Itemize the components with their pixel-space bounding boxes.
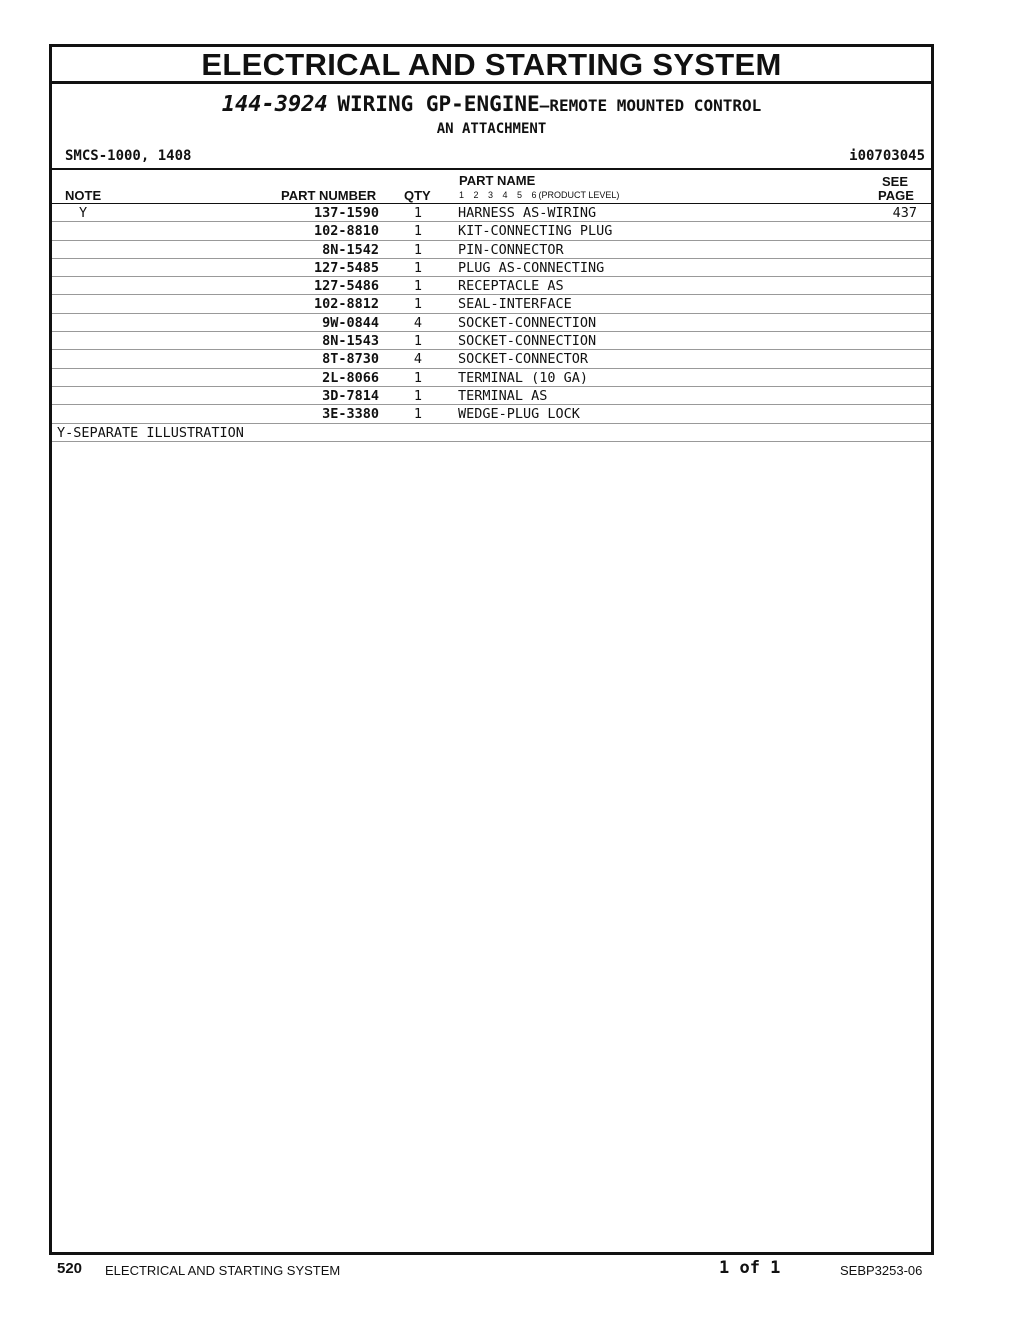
group-name: WIRING GP-ENGINE (337, 92, 540, 116)
col-header-page: PAGE (878, 188, 914, 203)
table-row (52, 350, 931, 368)
table-row (52, 314, 931, 332)
table-row (52, 241, 931, 259)
row-part-name: SOCKET-CONNECTOR (458, 351, 589, 368)
header-rule (52, 168, 931, 170)
row-part-name: HARNESS AS-WIRING (458, 205, 597, 221)
row-qty: 4 (413, 314, 423, 331)
attachment-label: AN ATTACHMENT (436, 121, 547, 137)
product-level-indicator (459, 190, 619, 200)
col-header-see: SEE (882, 174, 909, 189)
row-qty: 1 (413, 387, 423, 404)
group-subtitle: REMOTE MOUNTED CONTROL (549, 96, 762, 115)
illustration-identifier: i00703045 (849, 148, 925, 164)
row-qty: 1 (413, 241, 423, 258)
title-dash: — (539, 96, 550, 115)
row-qty: 1 (413, 369, 423, 386)
footnote-row (52, 424, 931, 442)
parts-list (52, 204, 931, 442)
row-part-number[interactable]: 8N-1542 (322, 241, 379, 258)
col-header-part-number: PART NUMBER (281, 188, 377, 203)
footnote-text: Y-SEPARATE ILLUSTRATION (57, 424, 244, 441)
row-part-number[interactable]: 102-8812 (313, 296, 379, 313)
table-row (52, 277, 931, 295)
row-part-number[interactable]: 127-5485 (313, 259, 379, 276)
product-level-label: (PRODUCT LEVEL) (538, 190, 620, 200)
row-part-number[interactable]: 2L-8066 (322, 369, 379, 386)
group-part-number: 144-3924 (221, 92, 328, 117)
section-title: ELECTRICAL AND STARTING SYSTEM (52, 47, 931, 84)
row-qty: 1 (413, 406, 423, 423)
row-part-name: PLUG AS-CONNECTING (458, 259, 605, 276)
footer-document-id: SEBP3253-06 (840, 1263, 923, 1278)
row-part-number[interactable]: 3E-3380 (322, 406, 379, 423)
row-qty: 1 (413, 296, 423, 313)
smcs-codes: SMCS-1000, 1408 (65, 148, 192, 164)
row-part-number[interactable]: 8T-8730 (322, 351, 379, 368)
row-part-number[interactable]: 102-8810 (313, 223, 379, 240)
table-row (52, 259, 931, 277)
parts-page-frame (49, 44, 934, 1255)
row-see-page[interactable]: 437 (892, 205, 917, 221)
product-level-numbers: 1 2 3 4 5 6 (459, 190, 537, 200)
row-part-name: SOCKET-CONNECTION (458, 314, 597, 331)
row-part-name: RECEPTACLE AS (458, 278, 564, 295)
row-note: Y (79, 205, 88, 221)
table-row (52, 332, 931, 350)
row-qty: 1 (413, 278, 423, 295)
table-row (52, 204, 931, 222)
row-part-number[interactable]: 9W-0844 (322, 314, 379, 331)
col-header-note: NOTE (65, 188, 102, 203)
group-title (52, 92, 931, 117)
row-qty: 1 (413, 223, 423, 240)
row-part-name: SEAL-INTERFACE (458, 296, 572, 313)
row-part-name: TERMINAL (10 GA) (458, 369, 589, 386)
row-qty: 4 (413, 351, 423, 368)
table-row (52, 369, 931, 387)
row-part-number[interactable]: 8N-1543 (322, 333, 379, 350)
footer-section: ELECTRICAL AND STARTING SYSTEM (105, 1263, 341, 1278)
row-part-number[interactable]: 3D-7814 (322, 387, 379, 404)
row-part-name: TERMINAL AS (458, 387, 548, 404)
row-part-name: PIN-CONNECTOR (458, 241, 564, 258)
col-header-qty: QTY (404, 188, 431, 203)
footer-page-of: 1 of 1 (719, 1258, 781, 1278)
row-part-name: WEDGE-PLUG LOCK (458, 406, 580, 423)
table-row (52, 295, 931, 313)
row-part-number[interactable]: 137-1590 (313, 205, 379, 221)
table-row (52, 222, 931, 240)
row-part-name: SOCKET-CONNECTION (458, 333, 597, 350)
table-row (52, 387, 931, 405)
row-qty: 1 (413, 259, 423, 276)
row-qty: 1 (413, 333, 423, 350)
col-header-part-name: PART NAME (459, 173, 536, 188)
table-row (52, 405, 931, 423)
row-part-name: KIT-CONNECTING PLUG (458, 223, 613, 240)
footer-page-number: 520 (57, 1260, 83, 1277)
row-part-number[interactable]: 127-5486 (313, 278, 379, 295)
row-qty: 1 (413, 205, 423, 221)
